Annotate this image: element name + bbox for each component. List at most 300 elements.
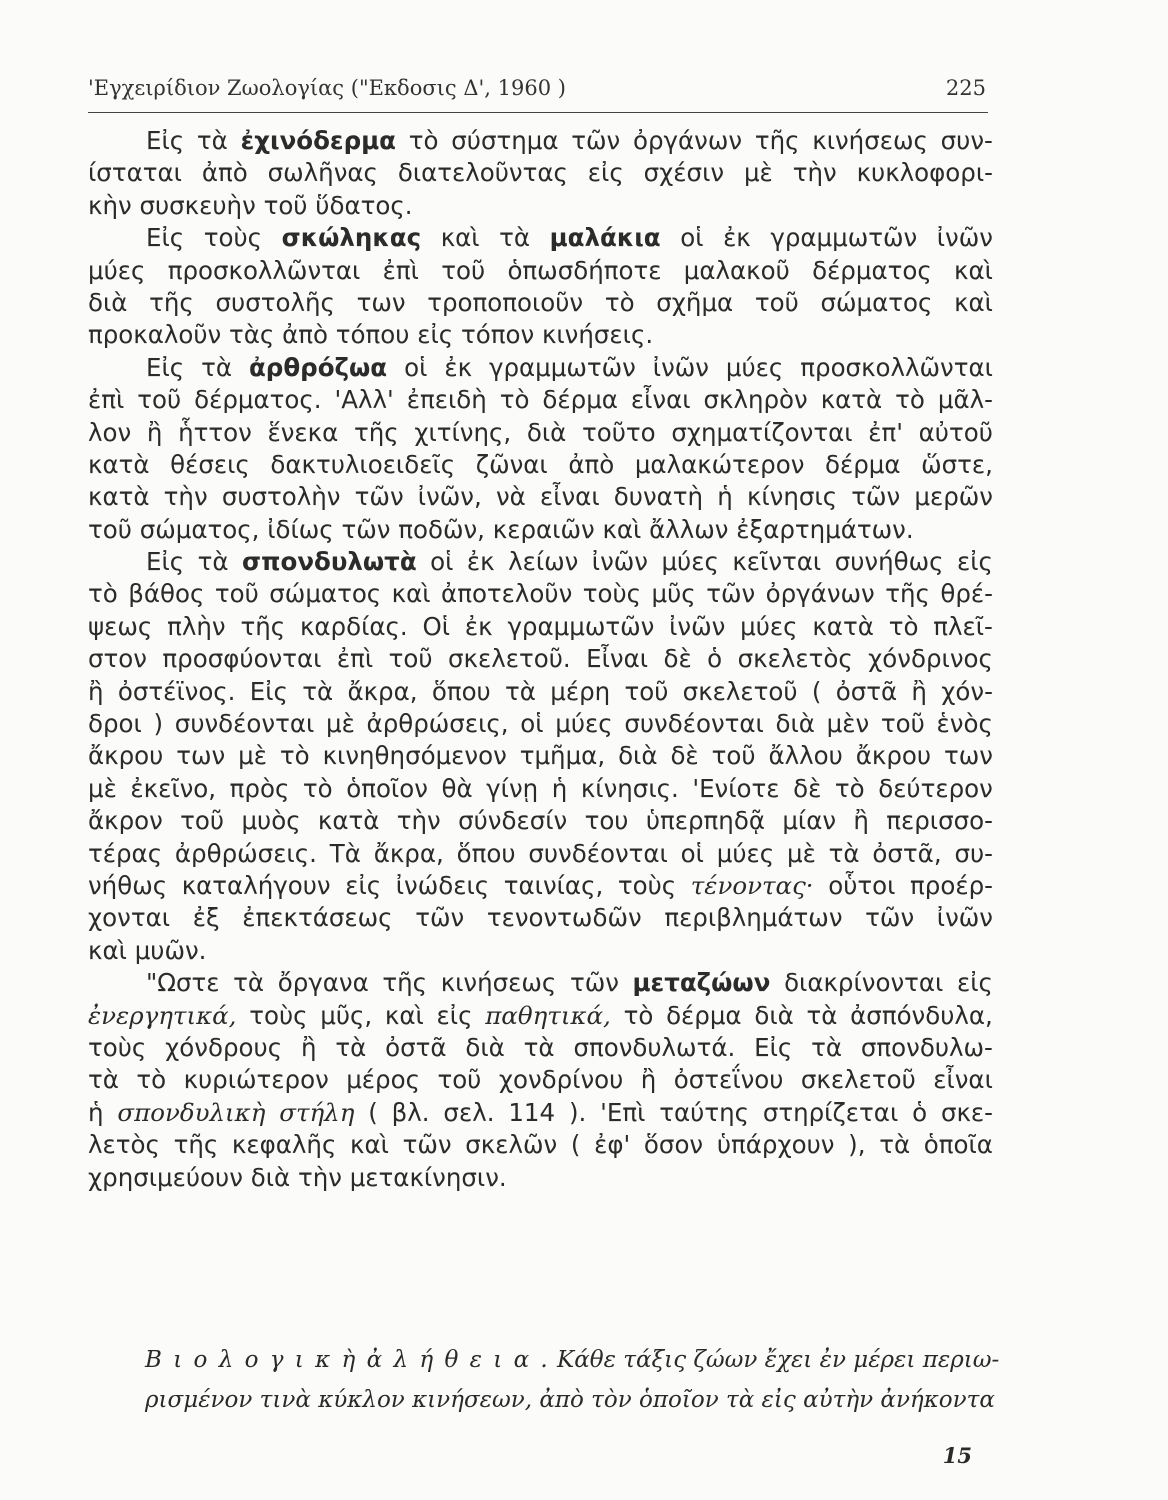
word-part: διὰ [465, 1032, 505, 1062]
word [139, 190, 263, 222]
word-part: ἄκρα, [373, 838, 444, 868]
word [885, 578, 930, 610]
word-part: ), [848, 1130, 866, 1160]
word [346, 773, 428, 805]
word-part: κεραιῶν [492, 514, 595, 544]
word [881, 708, 925, 740]
word-part: ὀστέϊνος. [117, 676, 236, 706]
word-part: τοῦ [180, 806, 225, 836]
word-part: ἢ [146, 417, 163, 447]
word-part: τοῦ [137, 385, 182, 415]
word [374, 838, 444, 870]
word-part: τῆς [240, 611, 286, 641]
word-part: τὰ [523, 1032, 555, 1062]
word-part: κατὰ [88, 449, 150, 479]
word [457, 838, 516, 870]
word [176, 740, 225, 772]
word-part: σκελῶν [465, 1130, 558, 1160]
word-part: χόν- [941, 676, 993, 706]
word-part: μύες [725, 352, 784, 382]
word [635, 449, 805, 481]
word-part: μίαν [782, 806, 837, 836]
text-line [88, 611, 993, 643]
word [417, 319, 461, 351]
word [335, 384, 394, 416]
word-part: τῶν [865, 903, 915, 933]
word-part: ὁ [912, 1097, 928, 1127]
word [754, 1032, 792, 1064]
word-part: τοὺς [88, 1032, 147, 1062]
word [588, 157, 624, 189]
word-part: πλεῖ- [933, 611, 993, 641]
word-part: κίνησις. [580, 773, 679, 803]
word-part: τοῦτο [582, 417, 656, 447]
word [957, 967, 993, 999]
word-part: σχῆμα [656, 287, 734, 317]
word [886, 805, 993, 837]
word-part: καὶ [88, 935, 127, 965]
word [570, 967, 619, 999]
word-part: σύστημα [451, 126, 559, 155]
word [467, 546, 495, 578]
word [88, 708, 142, 740]
word [88, 902, 170, 934]
word-part: αὐτοῦ [918, 417, 993, 447]
word [140, 514, 268, 546]
page-number: 15 [942, 1443, 972, 1468]
word-part: ἄκρου [88, 741, 164, 771]
word-part: ὑπάρχουν [716, 1130, 835, 1160]
word [88, 578, 118, 610]
word [423, 611, 451, 643]
word-part: μυῶν. [134, 935, 207, 965]
word-part: τοῦ [880, 709, 925, 739]
word [368, 1097, 378, 1129]
word [251, 1162, 298, 1194]
word-part: ἐξαρτημάτων. [736, 514, 914, 544]
text-line [88, 384, 993, 416]
word-part: ἀρθρώσεις, [366, 709, 509, 739]
word [680, 222, 703, 254]
word [135, 935, 207, 967]
word [684, 255, 790, 287]
word [458, 805, 567, 837]
word [168, 255, 361, 287]
word [744, 157, 773, 189]
word-part: ἐκ [723, 223, 751, 253]
word [301, 1032, 317, 1064]
word-part: ταύτης [659, 1097, 749, 1127]
word-part: δέρμα [666, 1000, 742, 1030]
text-line [88, 481, 993, 513]
word-part: τοὺς [249, 1000, 308, 1030]
word [555, 708, 612, 740]
word-part: τὰ [828, 838, 860, 868]
word [118, 676, 236, 708]
word [821, 384, 883, 416]
word-part: δὲ [793, 773, 822, 803]
word-part: εἶναι [539, 482, 600, 512]
word-part: κατὰ [88, 482, 150, 512]
emphasis-italic: στήλη [279, 1097, 355, 1127]
word-part: τὰ [196, 126, 228, 155]
word-part: τοῦ [441, 255, 486, 285]
word-part: τοῦ [214, 579, 259, 609]
word [249, 1000, 307, 1032]
word [441, 255, 485, 287]
word-part: τῶν [341, 514, 391, 544]
word [315, 190, 412, 222]
word [88, 1097, 104, 1129]
word-part: σκελετοῦ [800, 1065, 916, 1095]
word-part: τῶν [706, 579, 756, 609]
word [230, 773, 290, 805]
word-part: χονδρίνου [498, 1065, 624, 1095]
word [437, 1000, 473, 1032]
word-part: Εἰς [146, 223, 185, 253]
word [811, 1032, 842, 1064]
word [465, 611, 493, 643]
word-part: τὰ [233, 968, 265, 998]
word [204, 222, 262, 254]
word [723, 222, 751, 254]
word [270, 449, 455, 481]
word-part: τῶν [569, 968, 619, 998]
word [88, 611, 152, 643]
word [345, 870, 381, 902]
word-part: ζῶναι [475, 449, 548, 479]
word-part: προσφύονται [162, 644, 322, 674]
word-part: προκαλοῦν [88, 320, 222, 350]
word [782, 805, 836, 837]
word-part: τὸ [279, 741, 310, 771]
emphasis-bold: μαλάκια [549, 223, 661, 253]
word [717, 481, 733, 513]
word-part: καὶ [384, 1000, 424, 1030]
word [861, 1032, 993, 1064]
word [128, 578, 204, 610]
word [88, 773, 117, 805]
word-part: των [356, 287, 406, 317]
word-part: δροι [88, 709, 142, 739]
word [812, 676, 822, 708]
word-part: σώματος [269, 579, 382, 609]
word-part: τοῦ [754, 287, 799, 317]
word [441, 773, 472, 805]
word-part: περισσο- [886, 806, 993, 836]
word-part: μὲ [743, 158, 773, 188]
word [933, 611, 993, 643]
word-part: ἰνῶν [936, 223, 993, 253]
word-part: προσκολλῶνται [167, 255, 361, 285]
word [164, 481, 208, 513]
word-part: Εἰς [146, 126, 185, 155]
word-part: εἶναι [933, 1065, 993, 1095]
word [770, 222, 917, 254]
footnote-line-2: ρισμένον τινὰ κύκλον κινήσεων, ἀπὸ τὸν ὁποῖον τὰ εἰς αὐτὴν ἀνήκοντα [145, 1387, 995, 1413]
word [250, 676, 288, 708]
text-line [88, 643, 993, 675]
word [337, 643, 373, 675]
word [88, 449, 150, 481]
word-part: ἰνώδεις [395, 870, 490, 900]
word-part: ἰνῶν [669, 611, 726, 641]
word [137, 384, 181, 416]
word-part: ὀστεΐνου [673, 1065, 784, 1095]
text-line [88, 870, 993, 902]
word-part: τῶν [571, 126, 621, 155]
word [954, 255, 993, 287]
word-part: σκληρὸν [703, 385, 808, 415]
word [707, 643, 722, 675]
word-part: τοῦ [88, 514, 132, 544]
word [848, 1129, 865, 1161]
word [193, 902, 220, 934]
word [659, 1097, 749, 1129]
word-part: Οἱ [422, 611, 451, 641]
word [653, 352, 709, 384]
word-part: τοὺς [617, 870, 677, 900]
word [550, 222, 661, 254]
word [571, 125, 620, 157]
word-part: συνδέονται [528, 838, 668, 868]
word [669, 611, 725, 643]
word-part: μύες [555, 709, 613, 739]
word [552, 773, 568, 805]
word-part: σχηματίζονται [671, 417, 853, 447]
word [732, 546, 821, 578]
text-line [88, 222, 993, 254]
footnote-line-1 [145, 1340, 1000, 1380]
word-part: τὰ [302, 676, 334, 706]
word [264, 190, 316, 222]
word-part: διὰ [775, 709, 815, 739]
word-part: ἰδίως [267, 514, 334, 544]
word-part: καὶ [391, 579, 431, 609]
word [954, 838, 993, 870]
word [146, 125, 184, 157]
word [268, 157, 378, 189]
word-part: δέρμα [825, 449, 901, 479]
word [476, 449, 548, 481]
word-part: βάθος [128, 579, 205, 609]
word [528, 838, 668, 870]
word [279, 1097, 354, 1129]
word-part: ἀπὸ [568, 449, 615, 479]
word-part: ἧττον [178, 417, 252, 447]
word [418, 481, 482, 513]
word [624, 1000, 654, 1032]
word-part: στον [88, 644, 147, 674]
word-part: δέρματος [812, 255, 932, 285]
word-part: ὁποῖα [923, 1130, 993, 1160]
word-part: τὸ [88, 579, 118, 609]
word-part: μέρος [346, 1065, 420, 1095]
word-part: ἢ [300, 1032, 317, 1062]
word-part: διὰ [754, 1000, 794, 1030]
word [357, 287, 406, 319]
word [738, 643, 853, 675]
text-line [88, 1162, 993, 1194]
word [691, 870, 814, 902]
word-part: δὲ [663, 644, 692, 674]
word-part: ἐκ [444, 352, 473, 382]
word-part: εἰς [345, 870, 382, 900]
word-part: διακρίνονται [784, 968, 944, 998]
word-part: μῦς, [320, 1000, 373, 1030]
word [586, 643, 648, 675]
word-part: δέρμα [542, 385, 618, 415]
word [656, 287, 733, 319]
word-part: ἄκρα, [347, 676, 418, 706]
word [661, 546, 718, 578]
word [174, 1129, 219, 1161]
word [542, 384, 618, 416]
word-part: τὸ [604, 287, 635, 317]
word [542, 319, 653, 351]
word [872, 838, 941, 870]
word [633, 125, 742, 157]
word-part: νήθως [88, 870, 168, 900]
word-part: προσκολλῶνται [800, 352, 993, 382]
word [282, 319, 336, 351]
word-part: σκελετοῦ [682, 676, 798, 706]
word-part: ἀσπόνδυλα, [850, 1000, 993, 1030]
word-part: λον [88, 417, 132, 447]
word [336, 319, 417, 351]
word [747, 481, 837, 513]
word-part: τῆς [149, 287, 194, 317]
word-part: ὑπερπηδᾷ [645, 806, 765, 836]
emphasis-bold: ἐχινόδερμα [240, 126, 396, 155]
word-part: τόπον [460, 320, 535, 350]
word-part: χονται [88, 903, 171, 933]
text-line [88, 417, 993, 449]
word-part: τὸ [499, 385, 530, 415]
word [812, 611, 874, 643]
word-part: "Ωστε [146, 968, 220, 998]
word [740, 611, 797, 643]
word [88, 157, 182, 189]
word [392, 578, 431, 610]
word [88, 1162, 251, 1194]
word-part: του [584, 806, 629, 836]
word [88, 805, 163, 837]
word [198, 546, 229, 578]
word [670, 740, 698, 772]
word [829, 838, 860, 870]
word-part: μύες [716, 838, 775, 868]
word [768, 740, 842, 772]
word-part: ὀργάνων [765, 579, 875, 609]
word [88, 287, 127, 319]
word-part: τῆς [885, 579, 930, 609]
word-part: μυὸς [241, 806, 301, 836]
word [944, 740, 993, 772]
word-part: χόνδρους [165, 1032, 283, 1062]
word [367, 708, 509, 740]
word-part: ίσταται [88, 158, 182, 188]
word-part: ἡ [88, 1097, 104, 1127]
footnote-text-1: Κάθε τάξις ζώων ἔχει ἐν μέρει περιω- [557, 1347, 1000, 1373]
word [268, 417, 339, 449]
word-part: τῆς [754, 126, 800, 155]
word [941, 676, 993, 708]
word-part: βλ. [391, 1097, 430, 1127]
word-part: τὴν [297, 1162, 342, 1192]
word-part: κινήσεις. [541, 320, 654, 350]
word [594, 1129, 630, 1161]
word-part: κατὰ [812, 611, 874, 641]
word [618, 870, 676, 902]
word [500, 384, 530, 416]
word [403, 1129, 452, 1161]
word [821, 287, 933, 319]
word [683, 676, 798, 708]
word [937, 708, 993, 740]
word [793, 157, 837, 189]
word [346, 1064, 420, 1096]
word [398, 514, 493, 546]
word [879, 1129, 910, 1161]
word [784, 967, 943, 999]
word [197, 125, 228, 157]
word-part: συν- [940, 126, 993, 155]
word [583, 578, 641, 610]
word [407, 384, 487, 416]
word-part: γραμμωτῶν [507, 611, 655, 641]
word [666, 1000, 742, 1032]
word [550, 676, 610, 708]
word [571, 1129, 581, 1161]
text-line [88, 287, 993, 319]
word-part: σκελετὸς [737, 644, 853, 674]
word [755, 125, 800, 157]
text-line [88, 546, 993, 578]
word-part: μύες [740, 611, 798, 641]
word [238, 740, 267, 772]
emphasis-italic: τένοντας· [690, 870, 814, 900]
word [427, 287, 583, 319]
word-part: νὰ [495, 482, 526, 512]
word [136, 1064, 166, 1096]
word-part: ἰνῶν [936, 903, 993, 933]
word-part: κινήσεως [812, 126, 928, 155]
word-part: κεφαλῆς [231, 1130, 337, 1160]
word [404, 352, 427, 384]
word [267, 514, 341, 546]
word-part: ψεως [88, 611, 153, 641]
word-part: μαλακώτερον [634, 449, 805, 479]
word-part: τὰς [229, 320, 275, 350]
word-part: μὲ [238, 741, 267, 771]
word [430, 546, 453, 578]
word-part: καὶ [440, 223, 480, 253]
word [88, 190, 139, 222]
word [507, 611, 654, 643]
word [853, 805, 869, 837]
word-part: σελ. [443, 1097, 495, 1127]
word-part: συ- [954, 838, 993, 868]
word-part: ἀπὸ [201, 158, 248, 188]
word-part: ἐπὶ [88, 385, 125, 415]
word-part: ὕδατος. [315, 190, 413, 220]
word [663, 643, 691, 675]
word-part: θέσεις [170, 449, 250, 479]
word-part: 'Επὶ [600, 1097, 646, 1127]
word [88, 514, 140, 546]
word [88, 870, 167, 902]
